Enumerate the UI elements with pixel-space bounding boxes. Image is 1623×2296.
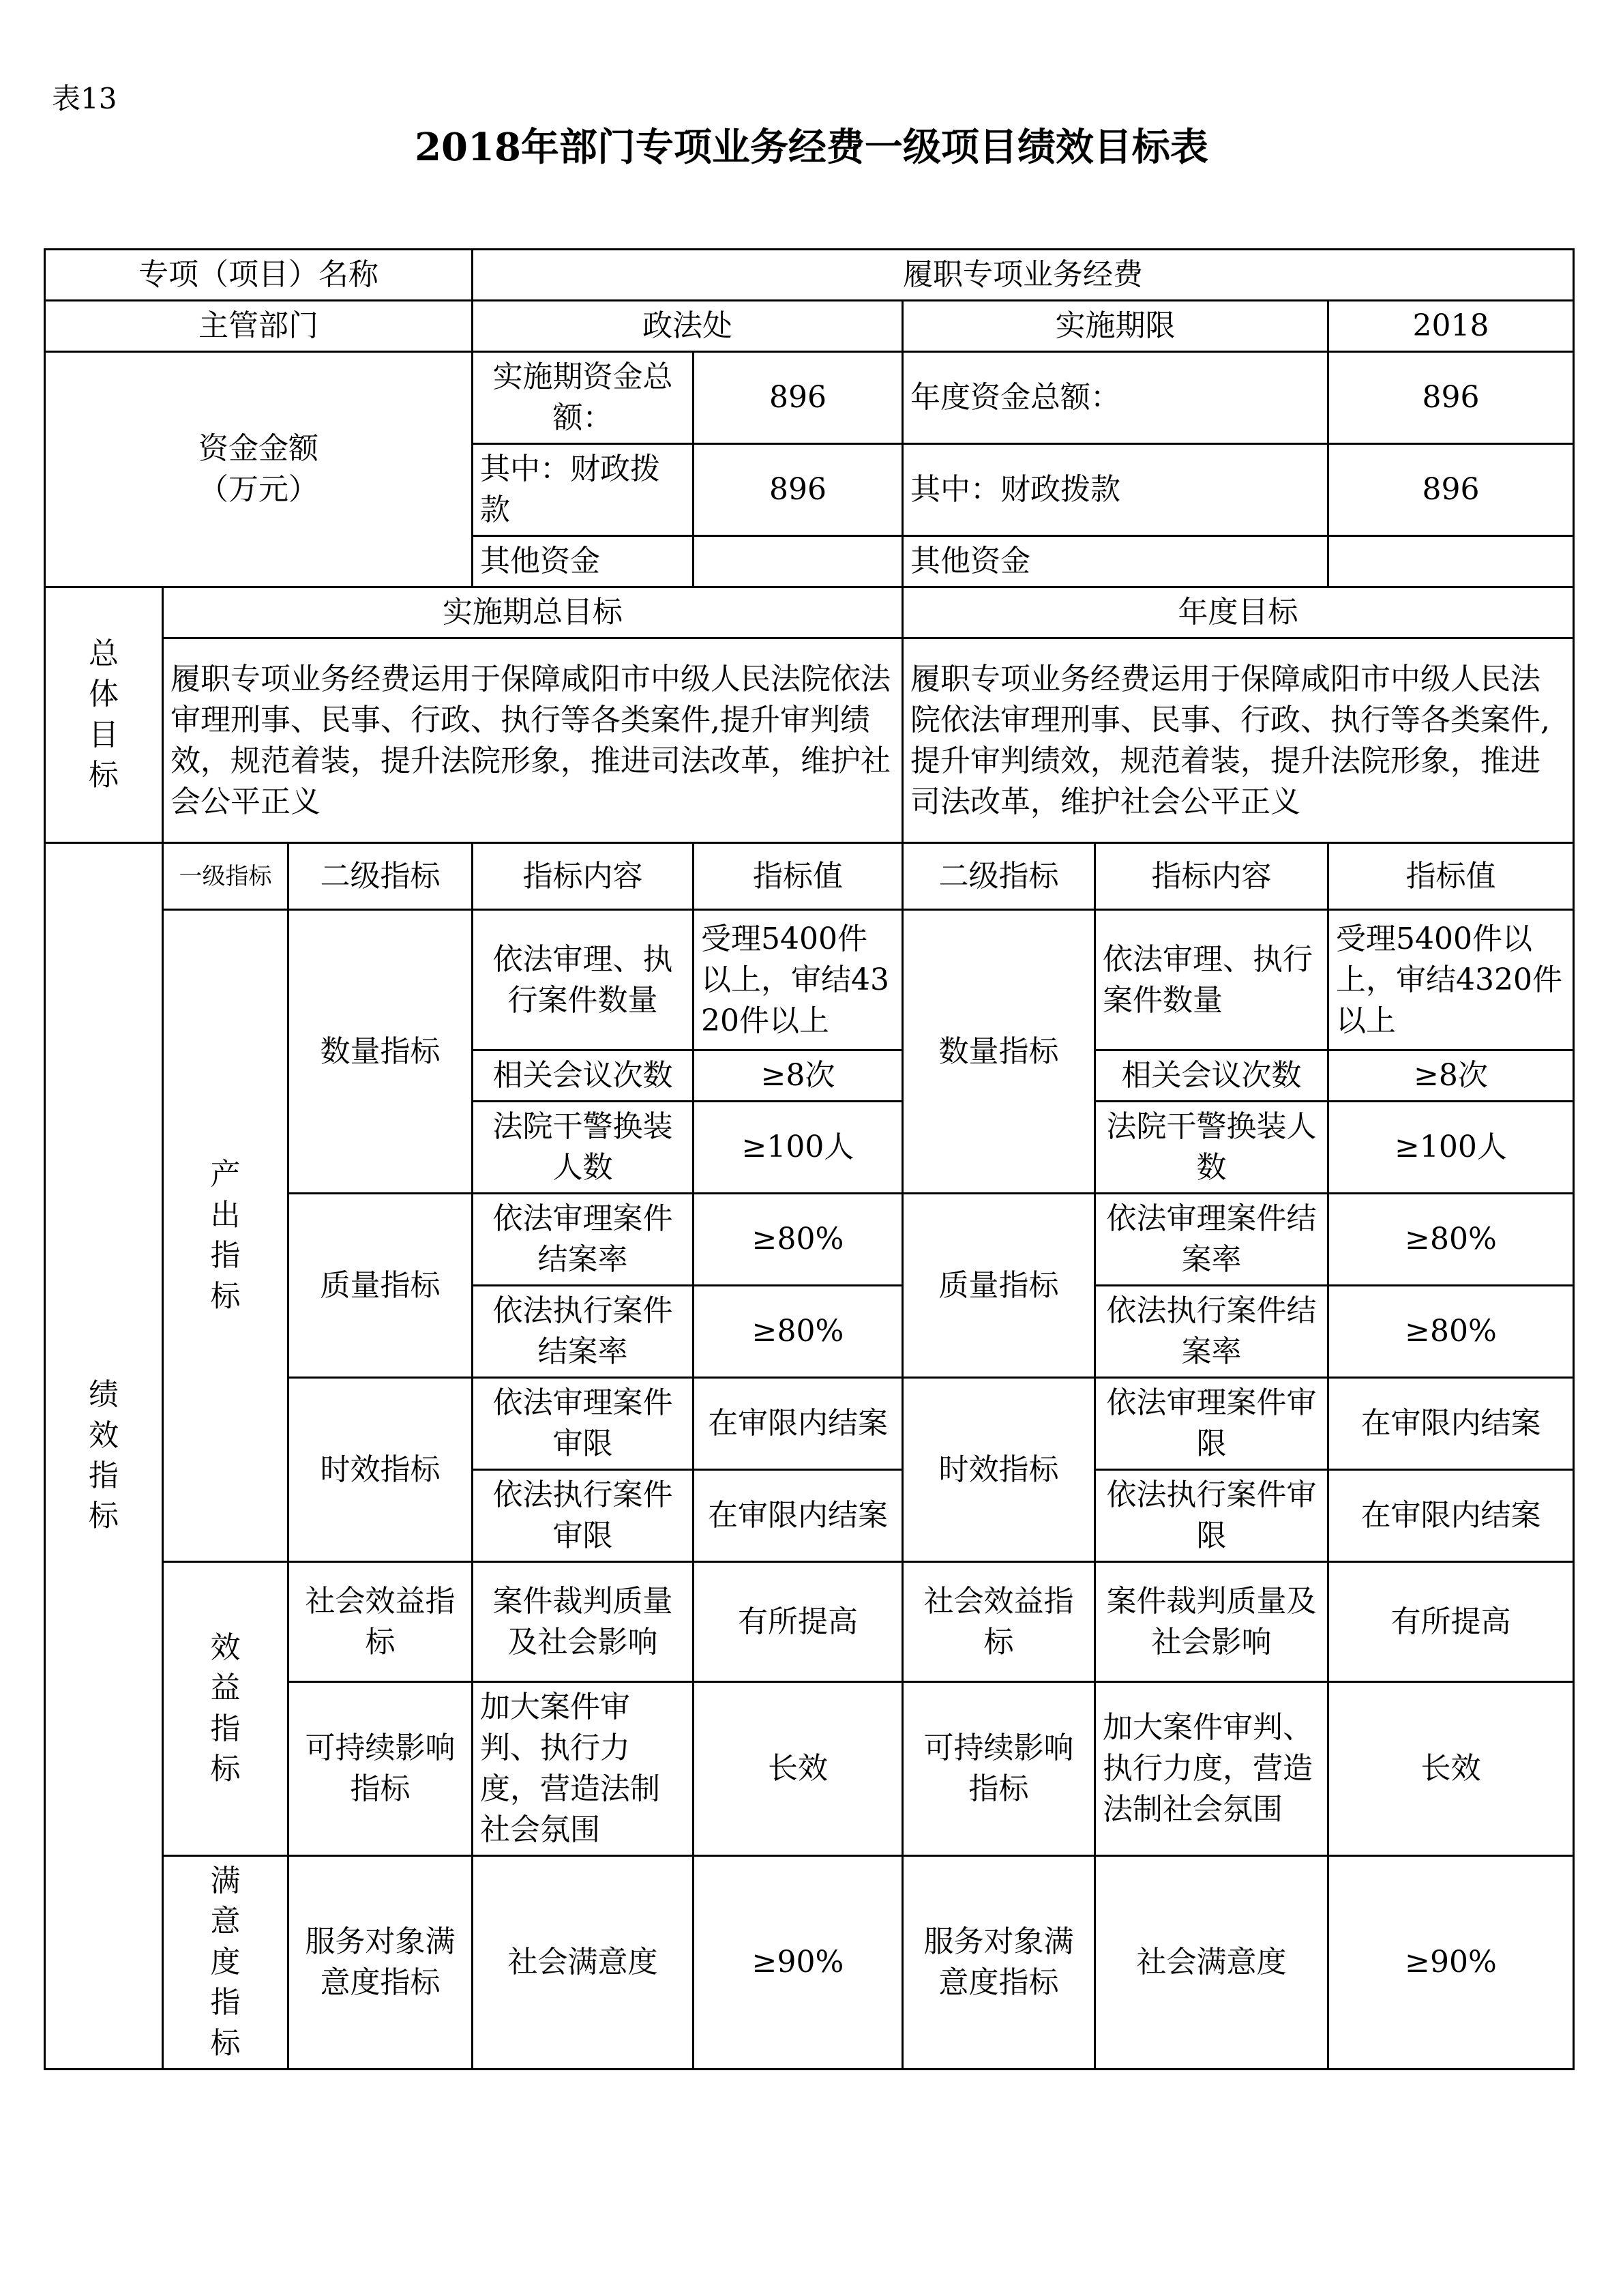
period-goal-text: 履职专项业务经费运用于保障咸阳市中级人民法院依法审理刑事、民事、行政、执行等各类案件,提升审判绩效，规范着装，提升法院形象，推进司法改革，维护社会公平正义 [163,638,903,843]
period-fiscal-value: 896 [694,444,903,536]
period-goal-header: 实施期总目标 [163,587,903,638]
table-row-value: 在审限内结案 [694,1470,903,1562]
quantity-indicator-label-annual: 数量指标 [903,910,1095,1194]
performance-indicators-label: 绩效指标 [45,843,163,2070]
table-row-content-annual: 依法审理案件审限 [1095,1378,1328,1470]
table-row-content-annual: 依法审理、执行案件数量 [1095,910,1328,1050]
annual-fiscal-value: 896 [1328,444,1574,536]
department-label: 主管部门 [45,301,473,352]
period-value: 2018 [1328,301,1574,352]
table-row-value-annual: 受理5400件以上，审结4320件以上 [1328,910,1574,1050]
output-indicator-label: 产出指标 [163,910,288,1562]
period-label: 实施期限 [903,301,1328,352]
annual-other-funds-label: 其他资金 [903,536,1328,587]
table-row-content-annual: 加大案件审判、执行力度，营造法制社会氛围 [1095,1682,1328,1856]
benefit-indicator-label: 效益指标 [163,1562,288,1856]
table-row-content-annual: 依法执行案件结案率 [1095,1286,1328,1378]
table-row-content: 案件裁判质量及社会影响 [473,1562,694,1682]
table-row-value-annual: ≥80% [1328,1194,1574,1286]
header-value: 指标值 [694,843,903,910]
table-row-content-annual: 相关会议次数 [1095,1050,1328,1102]
table-row-content: 法院干警换装人数 [473,1102,694,1194]
sustainable-impact-label: 可持续影响指标 [288,1682,473,1856]
table-row-value: 受理5400件以上，审结4320件以上 [694,910,903,1050]
table-row-value: ≥8次 [694,1050,903,1102]
annual-fiscal-label: 其中：财政拨款 [903,444,1328,536]
table-row-content: 依法审理、执行案件数量 [473,910,694,1050]
table-row-content: 相关会议次数 [473,1050,694,1102]
quantity-indicator-label: 数量指标 [288,910,473,1194]
table-row-content: 社会满意度 [473,1856,694,2070]
table-row-content: 依法审理案件结案率 [473,1194,694,1286]
period-other-funds-label: 其他资金 [473,536,694,587]
project-name-label: 专项（项目）名称 [45,250,473,301]
period-total-funds-value: 896 [694,352,903,444]
table-row-content-annual: 社会满意度 [1095,1856,1328,2070]
table-row-value: ≥100人 [694,1102,903,1194]
header-value-annual: 指标值 [1328,843,1574,910]
table-row-value: ≥80% [694,1286,903,1378]
table-number: 表13 [52,82,117,115]
table-row-content-annual: 法院干警换装人数 [1095,1102,1328,1194]
overall-goal-label: 总体目标 [45,587,163,843]
annual-total-funds-label: 年度资金总额： [903,352,1328,444]
table-row-value-annual: 长效 [1328,1682,1574,1856]
table-row-value: ≥90% [694,1856,903,2070]
table-row-content: 依法执行案件审限 [473,1470,694,1562]
table-row-content: 依法审理案件审限 [473,1378,694,1470]
performance-target-table [44,248,1575,2070]
document-title: 2018年部门专项业务经费一级项目绩效目标表 [415,125,1208,170]
header-content: 指标内容 [473,843,694,910]
table-row-content-annual: 依法审理案件结案率 [1095,1194,1328,1286]
header-level1: 一级指标 [163,843,288,910]
table-row-value-annual: ≥80% [1328,1286,1574,1378]
table-row-value-annual: 在审限内结案 [1328,1378,1574,1470]
timeliness-indicator-label: 时效指标 [288,1378,473,1562]
period-fiscal-label: 其中：财政拨款 [473,444,694,536]
annual-other-funds-value [1328,536,1574,587]
annual-goal-text: 履职专项业务经费运用于保障咸阳市中级人民法院依法审理刑事、民事、行政、执行等各类案件,提升审判绩效，规范着装，提升法院形象，推进司法改革，维护社会公平正义 [903,638,1574,843]
service-satisfaction-label-annual: 服务对象满意度指标 [903,1856,1095,2070]
table-row-value-annual: ≥8次 [1328,1050,1574,1102]
sustainable-impact-label-annual: 可持续影响指标 [903,1682,1095,1856]
header-level2-annual: 二级指标 [903,843,1095,910]
annual-goal-header: 年度目标 [903,587,1574,638]
header-content-annual: 指标内容 [1095,843,1328,910]
table-row-content-annual: 案件裁判质量及社会影响 [1095,1562,1328,1682]
period-total-funds-label: 实施期资金总额： [473,352,694,444]
table-row-value-annual: ≥100人 [1328,1102,1574,1194]
table-row-content-annual: 依法执行案件审限 [1095,1470,1328,1562]
table-row-value: 在审限内结案 [694,1378,903,1470]
department-value: 政法处 [473,301,903,352]
service-satisfaction-label: 服务对象满意度指标 [288,1856,473,2070]
table-row-content: 依法执行案件结案率 [473,1286,694,1378]
annual-total-funds-value: 896 [1328,352,1574,444]
period-other-funds-value [694,536,903,587]
table-row-value-annual: 有所提高 [1328,1562,1574,1682]
funds-label: 资金金额 （万元） [45,352,473,587]
project-name-value: 履职专项业务经费 [473,250,1574,301]
quality-indicator-label-annual: 质量指标 [903,1194,1095,1378]
social-benefit-label: 社会效益指标 [288,1562,473,1682]
social-benefit-label-annual: 社会效益指标 [903,1562,1095,1682]
quality-indicator-label: 质量指标 [288,1194,473,1378]
table-row-content: 加大案件审判、执行力度，营造法制社会氛围 [473,1682,694,1856]
table-row-value: 长效 [694,1682,903,1856]
header-level2: 二级指标 [288,843,473,910]
table-row-value-annual: ≥90% [1328,1856,1574,2070]
table-row-value-annual: 在审限内结案 [1328,1470,1574,1562]
satisfaction-indicator-label: 满意度指标 [163,1856,288,2070]
table-row-value: 有所提高 [694,1562,903,1682]
timeliness-indicator-label-annual: 时效指标 [903,1378,1095,1562]
table-row-value: ≥80% [694,1194,903,1286]
